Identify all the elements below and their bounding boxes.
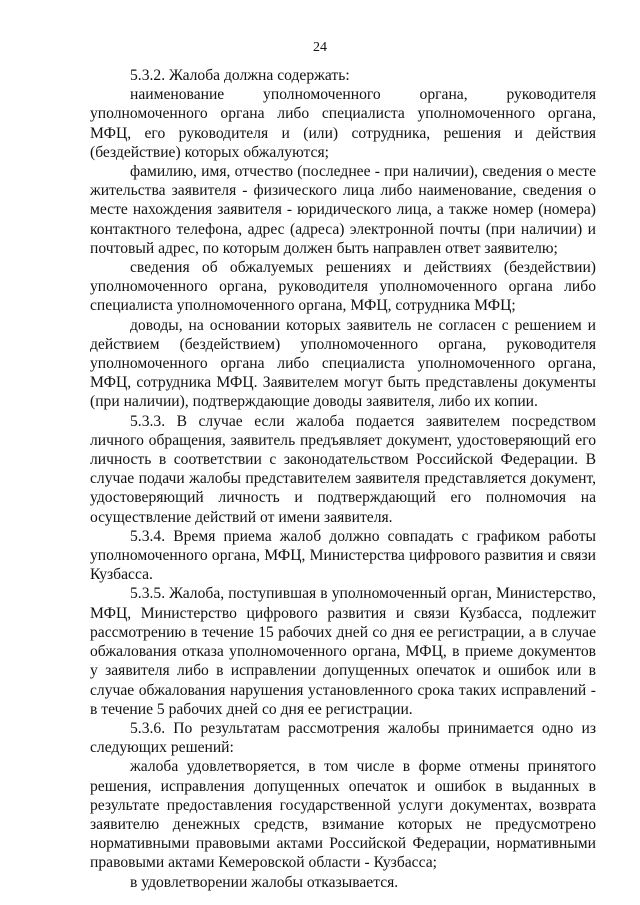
page-number: 24	[313, 40, 327, 55]
paragraph-5-3-6: 5.3.6. По результатам рассмотрения жалобы принимается одно из следующих решений:	[90, 719, 596, 757]
paragraph-arguments: доводы, на основании которых заявитель не согласен с решением и действием (бездействием) уполномоченного органа, руководителя уполномоченного органа либо специалиста уполномоченного органа, МФЦ, сотрудника МФЦ. Заявителем могут быть представлены документы (при наличии), подтверждающие доводы заявителя, либо их копии.	[90, 316, 596, 411]
paragraph-complaint-satisfied: жалоба удовлетворяется, в том числе в форме отмены принятого решения, исправления допущенных опечаток и ошибок в выданных в результате предоставления государственной услуги документах, возврата заявителю денежных средств, взимание которых не предусмотрено нормативными правовыми актами Российской Федерации, нормативными правовыми актами Кемеровской области - Кузбасса;	[90, 758, 596, 872]
paragraph-5-3-3: 5.3.3. В случае если жалоба подается заявителем посредством личного обращения, заявитель предъявляет документ, удостоверяющий его личность в соответствии с законодательством Российской Федерации. В случае подачи жалобы представителем заявителя представляется документ, удостоверяющий личность и подтверждающий его полномочия на осуществление действий от имени заявителя.	[90, 412, 596, 526]
paragraph-5-3-5: 5.3.5. Жалоба, поступившая в уполномоченный орган, Министерство, МФЦ, Министерство цифрового развития и связи Кузбасса, подлежит рассмотрению в течение 15 рабочих дней со дня ее регистрации, а в случае обжалования отказа уполномоченного органа, МФЦ, в приеме документов у заявителя либо в исправлении допущенных опечаток и ошибок или в случае обжалования нарушения установленного срока таких исправлений - в течение 5 рабочих дней со дня ее регистрации.	[90, 585, 596, 718]
paragraph-complaint-rejected: в удовлетворении жалобы отказывается.	[130, 873, 399, 891]
paragraph-5-3-2-heading: 5.3.2. Жалоба должна содержать:	[130, 67, 350, 84]
document-body	[90, 66, 596, 892]
paragraph-complainant-details: фамилию, имя, отчество (последнее - при наличии), сведения о месте жительства заявителя - физического лица либо наименование, сведения о месте нахождения заявителя - юридического лица, а также номер (номера) контактного телефона, адрес (адреса) электронной почты (при наличии) и почтовый адрес, по которым должен быть направлен ответ заявителю;	[90, 163, 596, 257]
paragraph-5-3-4: 5.3.4. Время приема жалоб должно совпадать с графиком работы уполномоченного органа, МФЦ, Министерства цифрового развития и связи Кузбасса.	[90, 527, 596, 584]
paragraph-complaint-subject: наименование уполномоченного органа, руководителя уполномоченного органа либо специалиста уполномоченного органа, МФЦ, его руководителя и (или) сотрудника, решения и действия (бездействие) которых обжалуются;	[90, 86, 596, 161]
paragraph-appealed-decisions: сведения об обжалуемых решениях и действиях (бездействии) уполномоченного органа, руководителя уполномоченного органа либо специалиста уполномоченного органа, МФЦ, сотрудника МФЦ;	[90, 259, 596, 315]
